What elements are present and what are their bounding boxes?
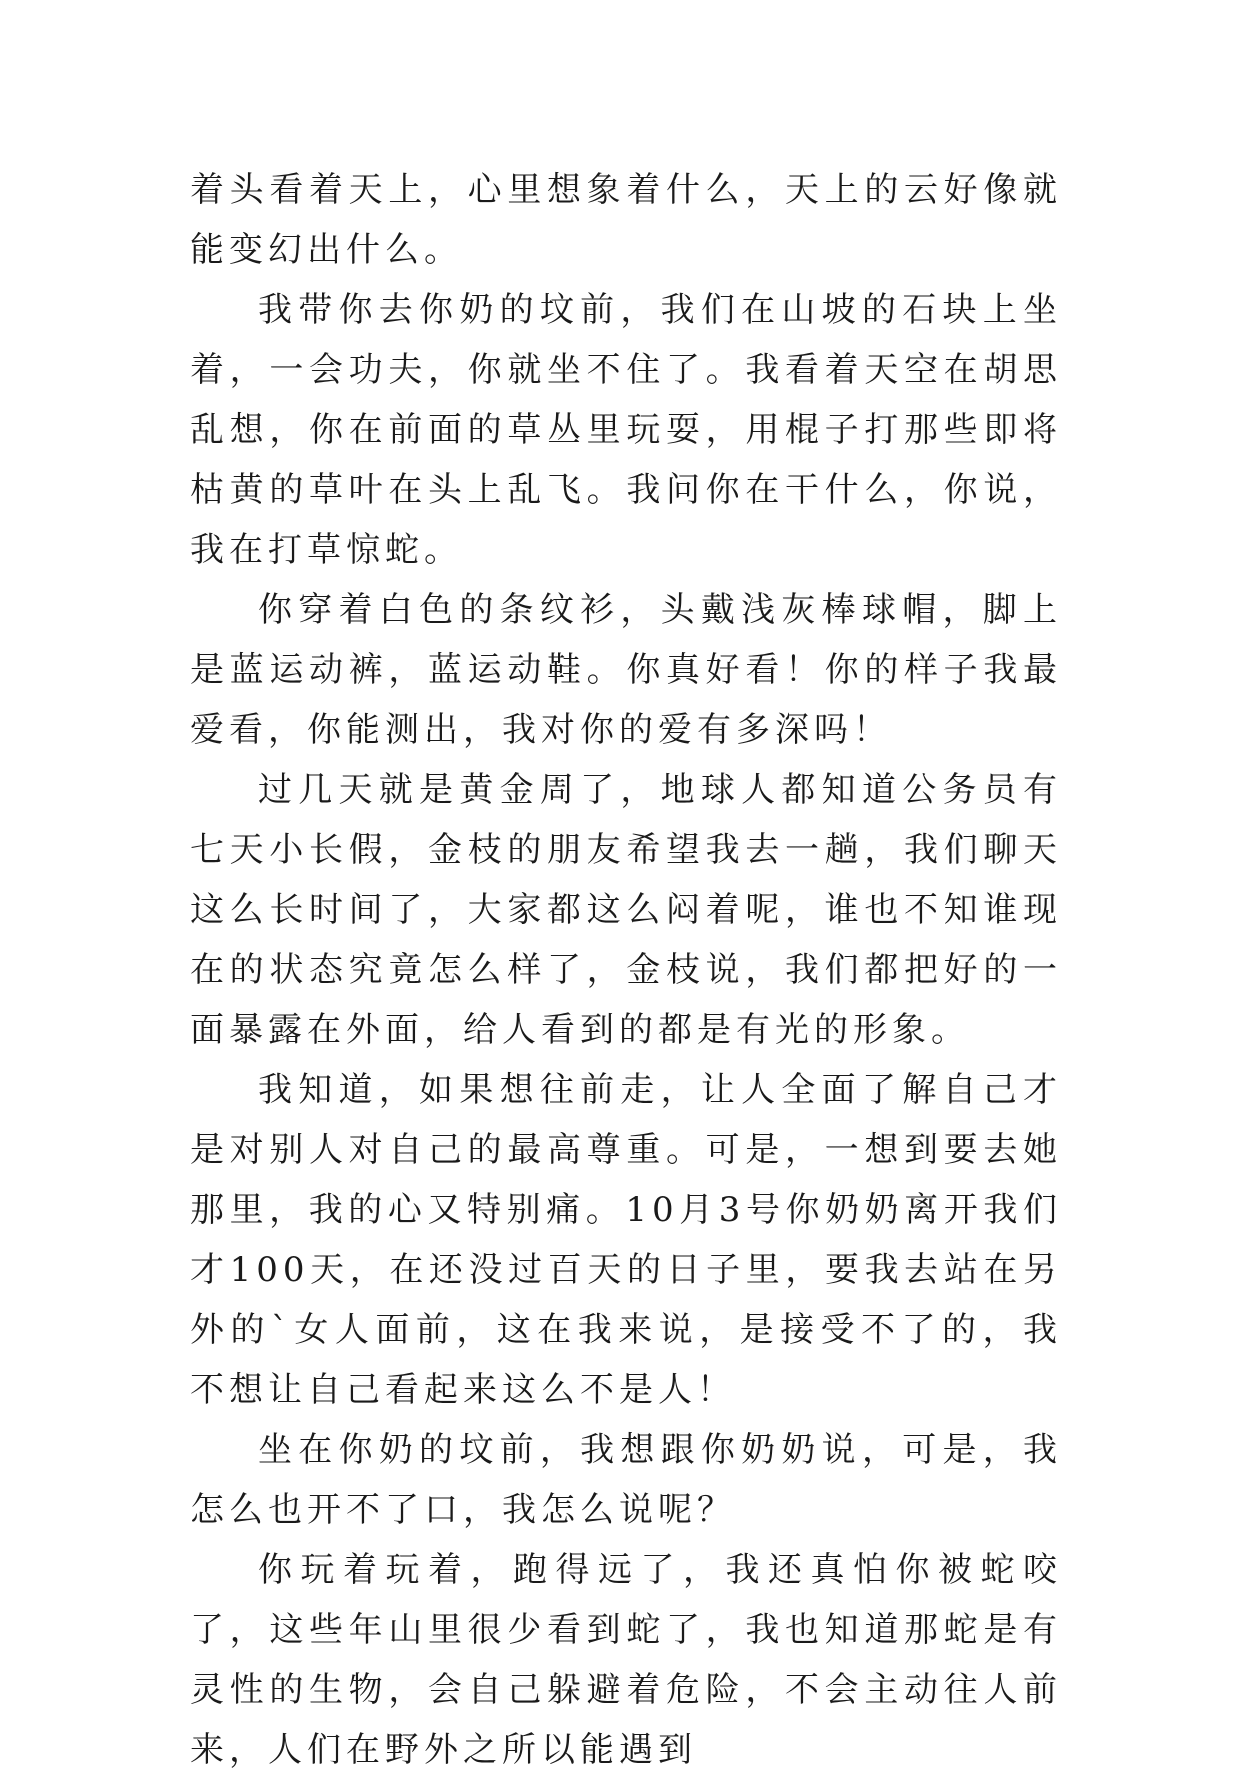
paragraph-1: 着头看着天上，心里想象着什么，天上的云好像就能变幻出什么。 (190, 170, 1062, 270)
paragraph-6: 坐在你奶的坟前，我想跟你奶奶说，可是，我怎么也开不了口，我怎么说呢？ (190, 1430, 1062, 1530)
document-body (190, 160, 1062, 1780)
paragraph-5: 我知道，如果想往前走，让人全面了解自己才是对别人对自己的最高尊重。可是，一想到要去她那里，我的心又特别痛。10月3号你奶奶离开我们才100天，在还没过百天的日子里，要我去站在另外的`女人面前，这在我来说，是接受不了的，我不想让自己看起来这么不是人！ (190, 1070, 1062, 1410)
paragraph-2: 我带你去你奶的坟前，我们在山坡的石块上坐着，一会功夫，你就坐不住了。我看着天空在胡思乱想，你在前面的草丛里玩耍，用棍子打那些即将枯黄的草叶在头上乱飞。我问你在干什么，你说，我在打草惊蛇。 (190, 290, 1062, 570)
paragraph-7: 你玩着玩着，跑得远了，我还真怕你被蛇咬了，这些年山里很少看到蛇了，我也知道那蛇是有灵性的生物，会自己躲避着危险，不会主动往人前来，人们在野外之所以能遇到 (190, 1550, 1062, 1770)
paragraph-4: 过几天就是黄金周了，地球人都知道公务员有七天小长假，金枝的朋友希望我去一趟，我们聊天这么长时间了，大家都这么闷着呢，谁也不知谁现在的状态究竟怎么样了，金枝说，我们都把好的一面暴露在外面，给人看到的都是有光的形象。 (190, 770, 1062, 1050)
paragraph-3: 你穿着白色的条纹衫，头戴浅灰棒球帽，脚上是蓝运动裤，蓝运动鞋。你真好看！你的样子我最爱看，你能测出，我对你的爱有多深吗！ (190, 590, 1062, 750)
